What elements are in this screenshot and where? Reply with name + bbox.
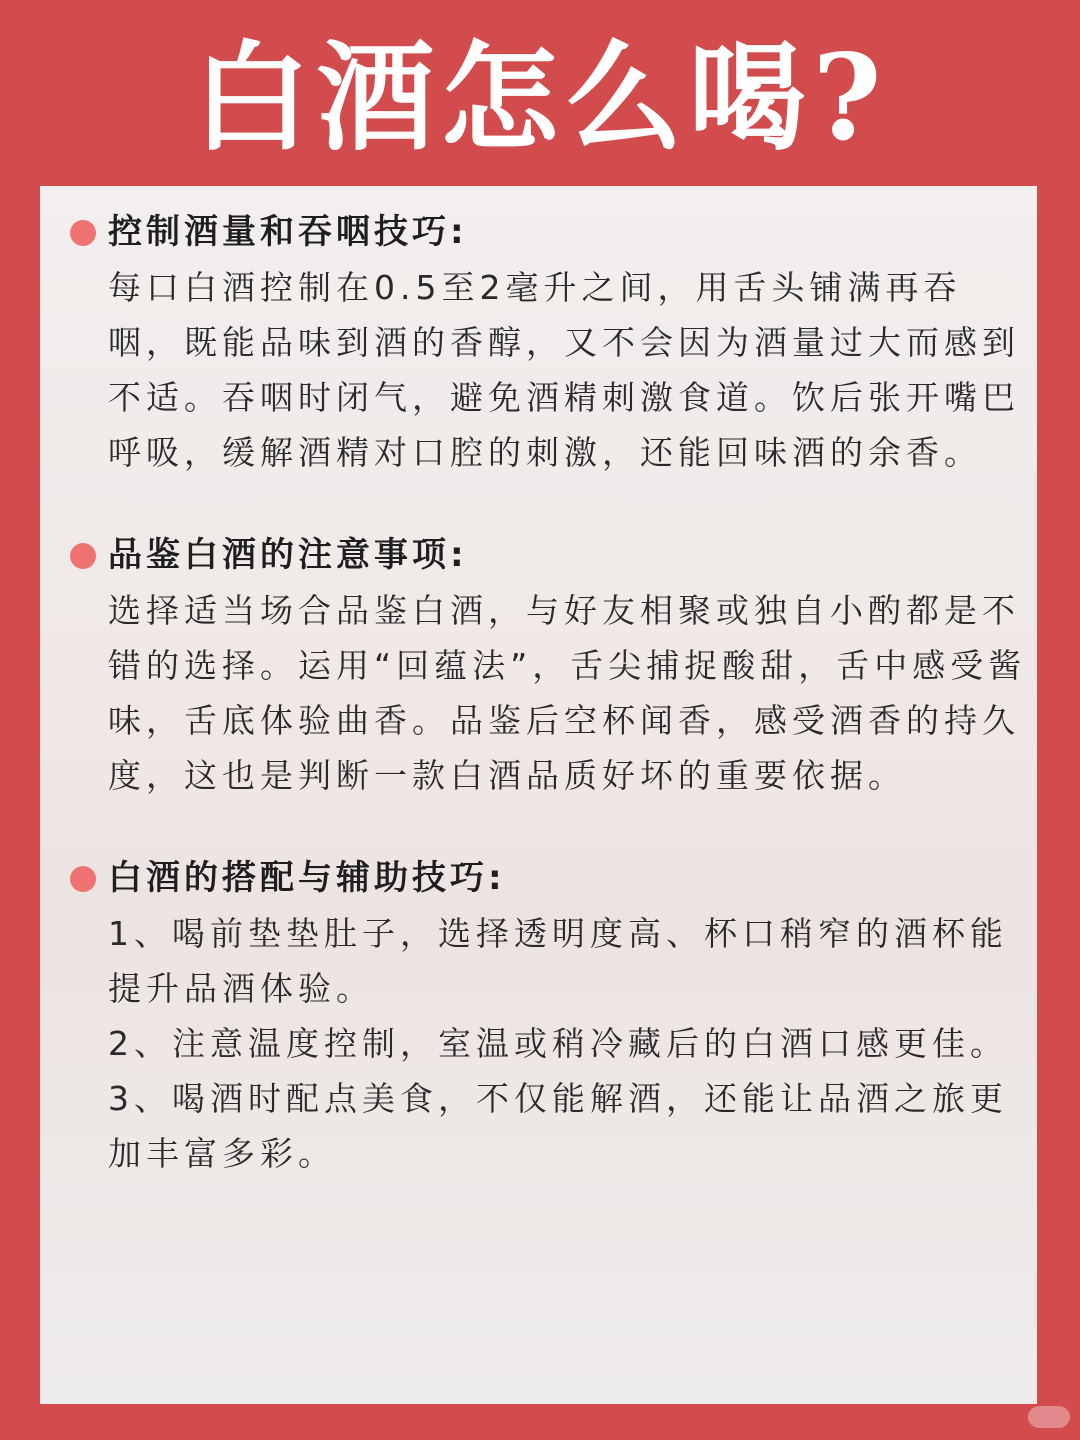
content-card — [40, 186, 1037, 1404]
list-item: 1、喝前垫垫肚子，选择透明度高、杯口稍窄的酒杯能提升品酒体验。 — [108, 914, 1008, 1008]
section-pairing-tips — [108, 856, 1037, 1181]
section-body: 选择适当场合品鉴白酒，与好友相聚或独自小酌都是不错的选择。运用“回蕴法”，舌尖捕捉酸甜，舌中感受酱味，舌底体验曲香。品鉴后空杯闻香，感受酒香的持久度，这也是判断一款白酒品质好坏的重要依据。 — [108, 591, 1027, 795]
list-item: 3、喝酒时配点美食，不仅能解酒，还能让品酒之旅更加丰富多彩。 — [108, 1079, 1008, 1173]
bullet-dot-icon — [70, 543, 96, 569]
section-heading-text: 品鉴白酒的注意事项: — [108, 535, 468, 575]
section-body: 每口白酒控制在0.5至2毫升之间，用舌头铺满再吞咽，既能品味到酒的香醇，又不会因为酒量过大而感到不适。吞咽时闭气，避免酒精刺激食道。饮后张开嘴巴呼吸，缓解酒精对口腔的刺激，还能回味酒的余香。 — [108, 268, 1020, 472]
list-item: 2、注意温度控制，室温或稍冷藏后的白酒口感更佳。 — [108, 1024, 1008, 1063]
bullet-dot-icon — [70, 866, 96, 892]
section-heading — [108, 856, 1037, 900]
section-heading-text: 白酒的搭配与辅助技巧: — [108, 858, 506, 898]
section-heading — [108, 210, 1037, 254]
section-drinking-technique — [108, 210, 1037, 480]
bullet-dot-icon — [70, 220, 96, 246]
page-title: 白酒怎么喝? — [192, 28, 888, 167]
section-tasting-notes — [108, 533, 1037, 803]
section-heading — [108, 533, 1037, 577]
watermark-badge — [1028, 1406, 1070, 1428]
section-heading-text: 控制酒量和吞咽技巧: — [108, 212, 468, 252]
